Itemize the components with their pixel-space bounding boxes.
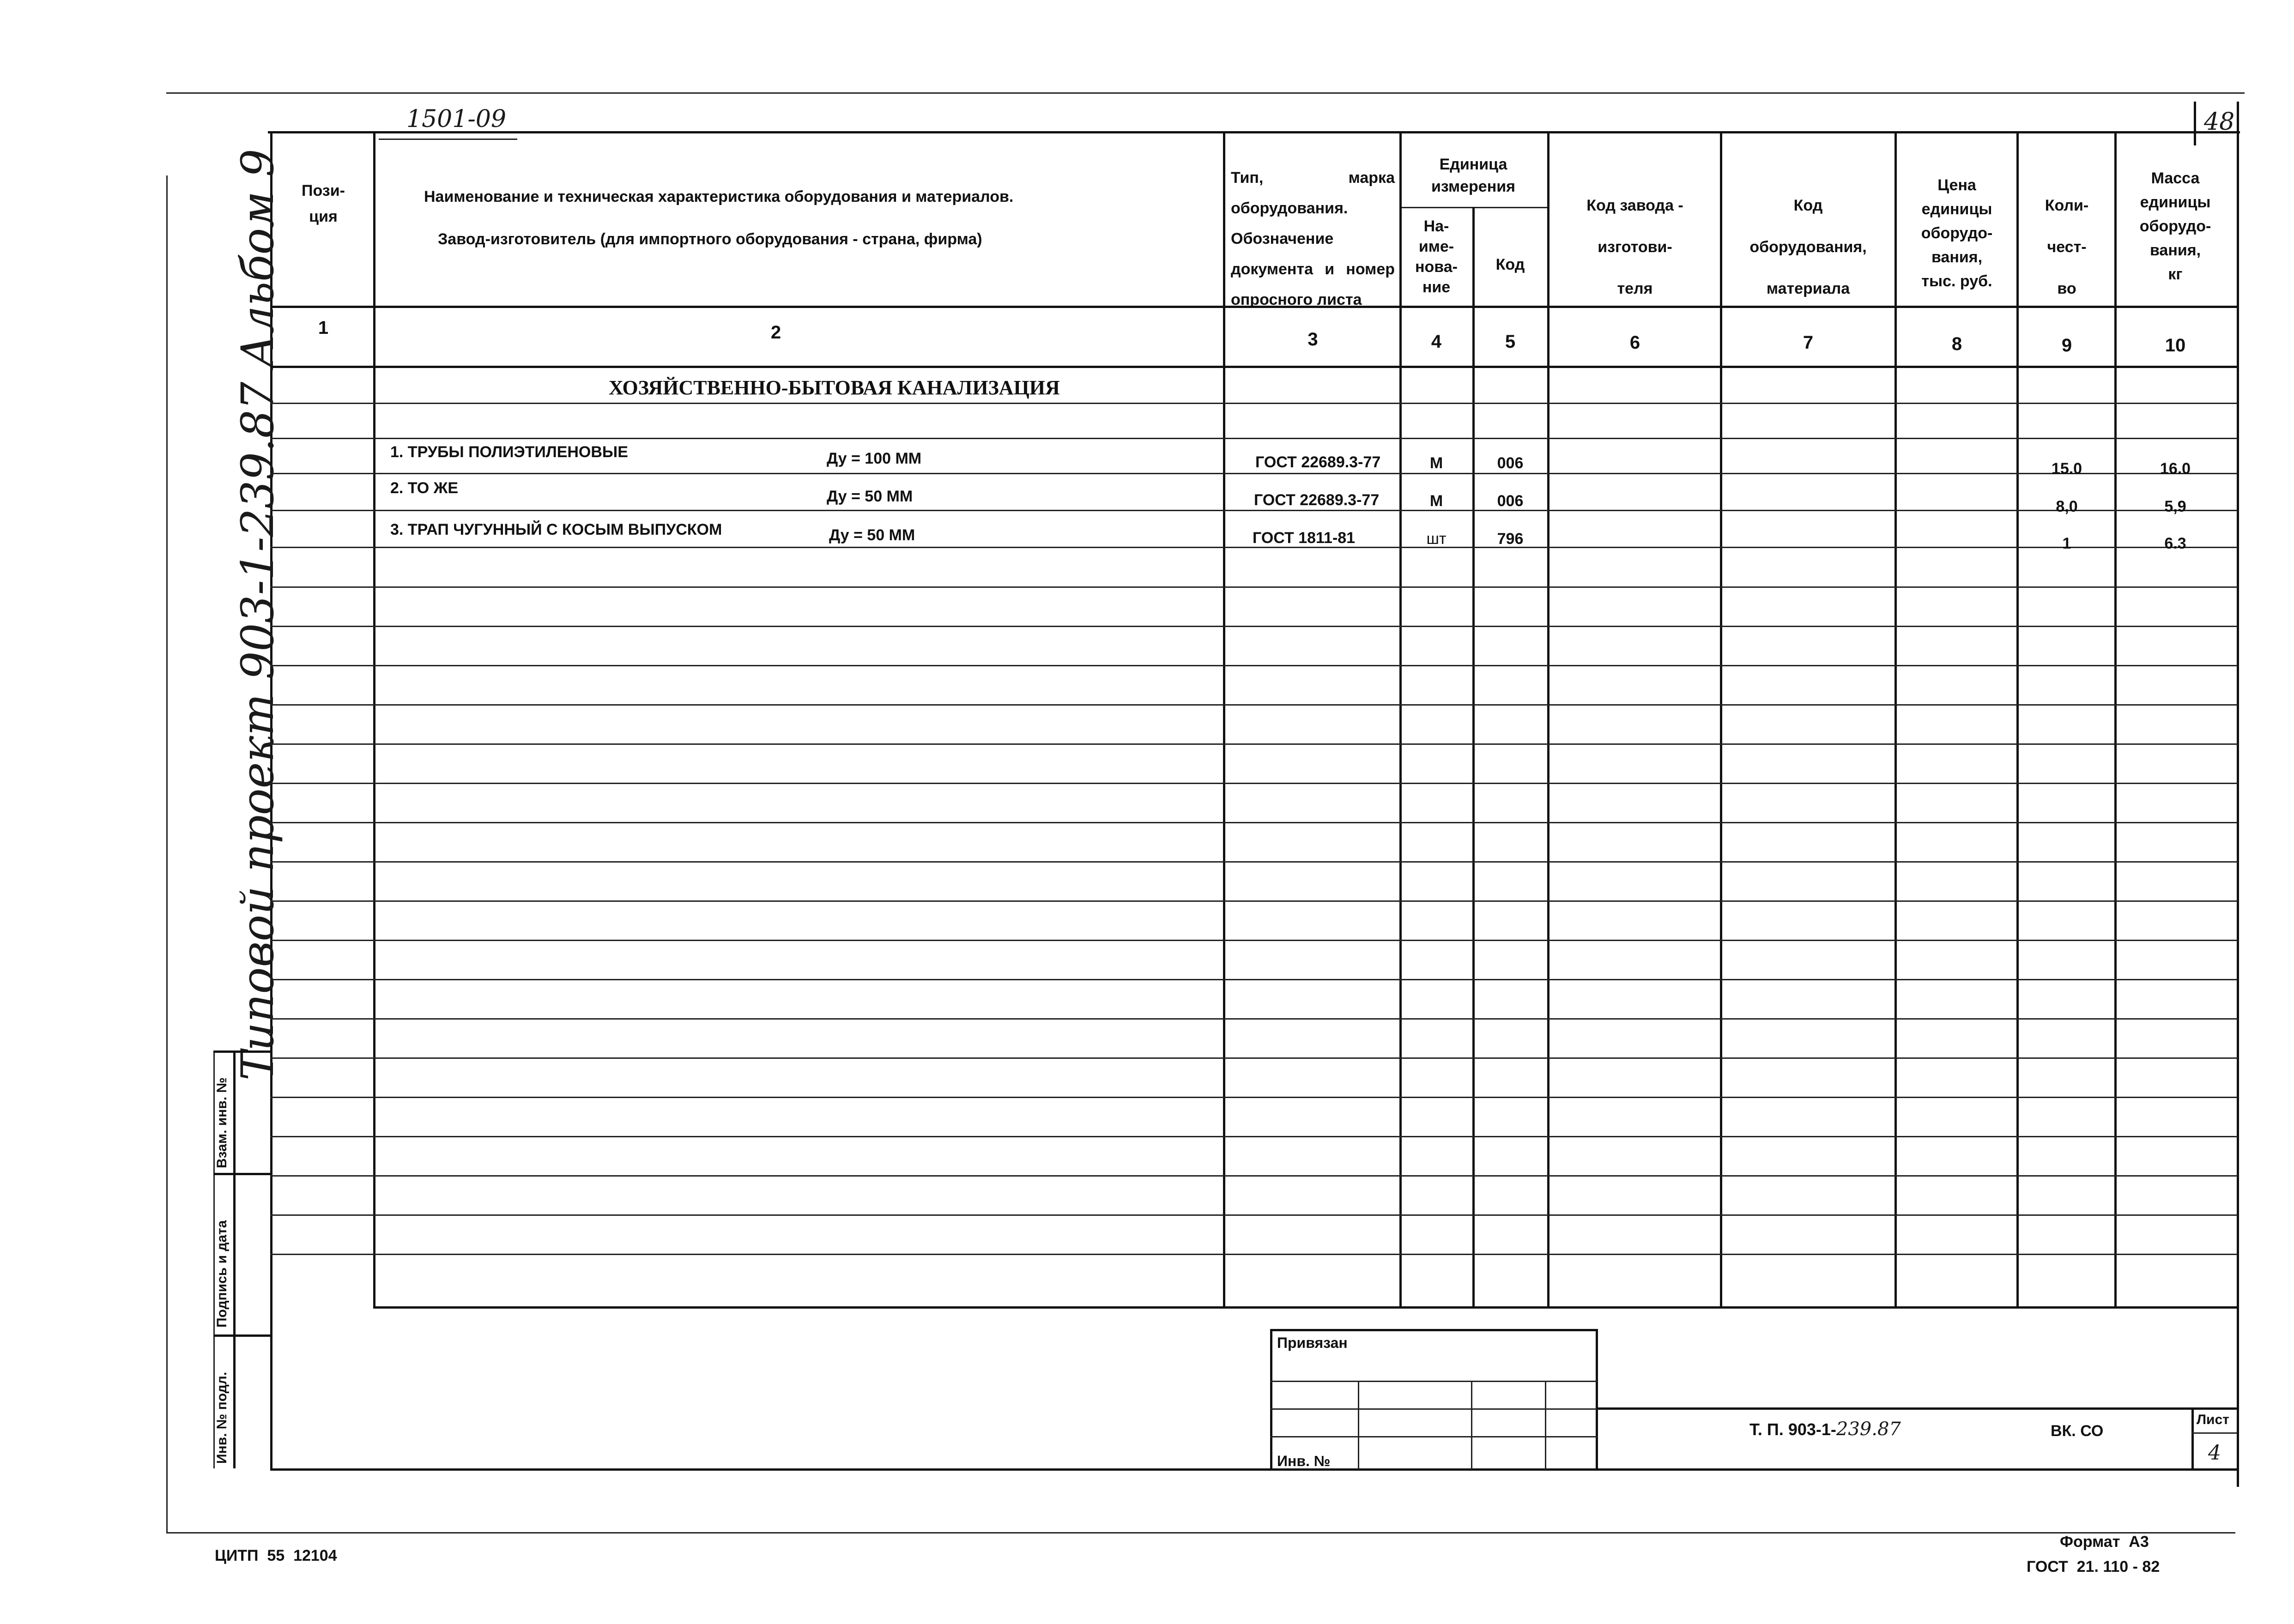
attached-box-right (1596, 1329, 1598, 1470)
row-rule (270, 783, 2238, 784)
col-number: 6 (1629, 332, 1640, 353)
frame-outer-left (166, 175, 168, 1533)
col-line-2 (1223, 131, 1225, 1306)
stamp-divider (213, 1173, 271, 1175)
frame-right (2237, 102, 2239, 1487)
row-1-doc: ГОСТ 22689.3-77 (1255, 453, 1381, 471)
row-3-quantity: 1 (2062, 535, 2071, 552)
col-line-1 (373, 131, 375, 1306)
sheet-value: 4 (2208, 1441, 2221, 1465)
attached-box-col (1358, 1381, 1359, 1470)
sheet-number-box-left (2194, 102, 2196, 145)
row-2-doc: ГОСТ 22689.3-77 (1254, 491, 1380, 509)
row-rule (270, 510, 2238, 511)
row-rule (270, 900, 2238, 902)
table-number-row-bottom (270, 366, 2238, 368)
col-line-6 (1720, 131, 1722, 1306)
row-rule (270, 626, 2238, 627)
section-title: ХОЗЯЙСТВЕННО-БЫТОВАЯ КАНАЛИЗАЦИЯ (609, 376, 1060, 399)
row-rule (270, 438, 2238, 439)
row-rule (270, 1214, 2238, 1216)
row-rule (270, 1018, 2238, 1020)
row-rule (270, 979, 2238, 980)
attached-box-rule (1270, 1436, 1597, 1437)
row-3-name: 3. ТРАП ЧУГУННЫЙ С КОСЫМ ВЫПУСКОМ (390, 521, 722, 538)
row-1-size: Ду = 100 ММ (827, 450, 922, 467)
row-1-unit: М (1429, 454, 1443, 472)
project-code-print: Т. П. 903-1- (1749, 1420, 1836, 1439)
attached-box-left (1270, 1329, 1272, 1470)
stamp-top (213, 1050, 271, 1053)
col-header-quantity: Коли- чест- во (2045, 197, 2089, 297)
row-1-name: 1. ТРУБЫ ПОЛИЭТИЛЕНОВЫЕ (390, 443, 628, 461)
col-header-mass: Масса единицы оборудо- вания, кг (2139, 169, 2211, 283)
sheet-cell-rule (2191, 1432, 2237, 1434)
attached-box-rule (1270, 1381, 1597, 1382)
row-rule (270, 403, 2238, 404)
row-3-mass: 6.3 (2164, 535, 2186, 552)
col-header-position: Пози- ция (302, 182, 345, 225)
col-line-3 (1399, 131, 1402, 1306)
row-rule (270, 704, 2238, 706)
col-header-equipment-code: Код оборудования, материала (1749, 197, 1867, 297)
frame-outer-top (166, 92, 2245, 94)
row-2-size: Ду = 50 ММ (827, 488, 913, 505)
footer-standard: ГОСТ 21. 110 - 82 (2027, 1558, 2160, 1576)
col-number: 5 (1505, 332, 1516, 352)
row-rule (270, 1175, 2238, 1177)
row-rule (270, 473, 2238, 474)
table-body-bottom (373, 1306, 2237, 1309)
stamp-mid-line (233, 1050, 236, 1468)
row-rule (270, 1136, 2238, 1137)
col-header-type: Тип, марка оборудования. Обозначение документа и номер опросного листа (1231, 169, 1395, 308)
row-3-doc: ГОСТ 1811-81 (1253, 529, 1356, 547)
row-3-size: Ду = 50 ММ (829, 526, 915, 544)
attached-label: Привязан (1277, 1334, 1348, 1351)
row-2-quantity: 8,0 (2056, 498, 2078, 515)
frame-top (268, 131, 2240, 133)
col-header-name-line1: Наименование и техническая характеристика оборудования и материалов. (424, 188, 1014, 205)
col-header-unit-code: Код (1495, 256, 1525, 273)
row-rule (270, 547, 2238, 548)
footer-format: Формат А3 (2060, 1533, 2149, 1551)
attached-box-col (1471, 1381, 1472, 1470)
stamp-label-signature: Подпись и дата (214, 1220, 230, 1328)
project-code-hand: 239.87 (1836, 1419, 1901, 1440)
col-number: 7 (1803, 332, 1814, 353)
row-rule (270, 586, 2238, 588)
col-number: 9 (2061, 335, 2072, 356)
handwritten-sheet-number: 48 (2204, 108, 2235, 136)
col-line-7 (1895, 131, 1897, 1306)
handwritten-top-code: 1501-09 (406, 105, 507, 133)
row-rule (270, 665, 2238, 666)
col-line-4 (1472, 207, 1475, 1306)
row-1-quantity: 15.0 (2051, 460, 2082, 477)
row-2-unit-code: 006 (1497, 492, 1524, 510)
row-3-unit-code: 796 (1497, 530, 1524, 548)
row-rule (270, 1097, 2238, 1098)
col-header-name-line2: Завод-изготовитель (для импортного оборудования - страна, фирма) (438, 230, 982, 248)
col-header-unit-group: Единица измерения (1431, 156, 1515, 195)
row-2-unit: М (1429, 492, 1443, 510)
col-header-plant-code: Код завода - изготови- теля (1586, 197, 1683, 297)
attached-box-top (1270, 1329, 1597, 1331)
stamp-divider (213, 1334, 271, 1337)
row-1-unit-code: 006 (1497, 454, 1524, 472)
inv-label: Инв. № (1277, 1453, 1331, 1469)
col-line-5 (1547, 131, 1550, 1306)
title-row-top (1597, 1407, 2237, 1410)
col-header-price: Цена единицы оборудо- вания, тыс. руб. (1921, 176, 1993, 290)
row-rule (270, 1254, 2238, 1255)
frame-outer-bottom (166, 1532, 2235, 1533)
row-rule (270, 743, 2238, 745)
row-rule (270, 1057, 2238, 1059)
col-header-unit-name: На- име- нова- ние (1415, 217, 1458, 296)
row-rule (270, 940, 2238, 941)
row-rule (270, 861, 2238, 863)
footer-left-code: ЦИТП 55 12104 (215, 1547, 337, 1564)
attached-box-rule (1270, 1408, 1597, 1410)
frame-bottom (270, 1468, 2238, 1471)
row-2-mass: 5,9 (2164, 498, 2186, 515)
row-rule (270, 822, 2238, 823)
stamp-label-replace: Взам. инв. № (214, 1077, 230, 1168)
col-number: 10 (2165, 335, 2186, 356)
row-1-mass: 16.0 (2160, 460, 2191, 477)
col-number: 4 (1431, 332, 1442, 352)
col-line-9 (2114, 131, 2117, 1306)
document-mark: ВК. СО (2051, 1422, 2104, 1440)
top-code-underline (379, 139, 517, 140)
attached-box-col (1545, 1381, 1546, 1470)
col-number: 2 (770, 322, 781, 343)
handwritten-side-annotation: Типовой проект 903-1-239.87 Альбом 9 (232, 149, 284, 1081)
project-code (1749, 1420, 1901, 1438)
col-number: 8 (1951, 334, 1962, 354)
stamp-label-inventory: Инв. № подл. (214, 1371, 230, 1464)
row-2-name: 2. ТО ЖЕ (390, 479, 459, 497)
sheet-label: Лист (2197, 1412, 2229, 1427)
col-number: 1 (318, 318, 329, 338)
row-3-unit: шт (1426, 530, 1447, 548)
col-line-8 (2016, 131, 2019, 1306)
col-number: 3 (1307, 329, 1318, 350)
